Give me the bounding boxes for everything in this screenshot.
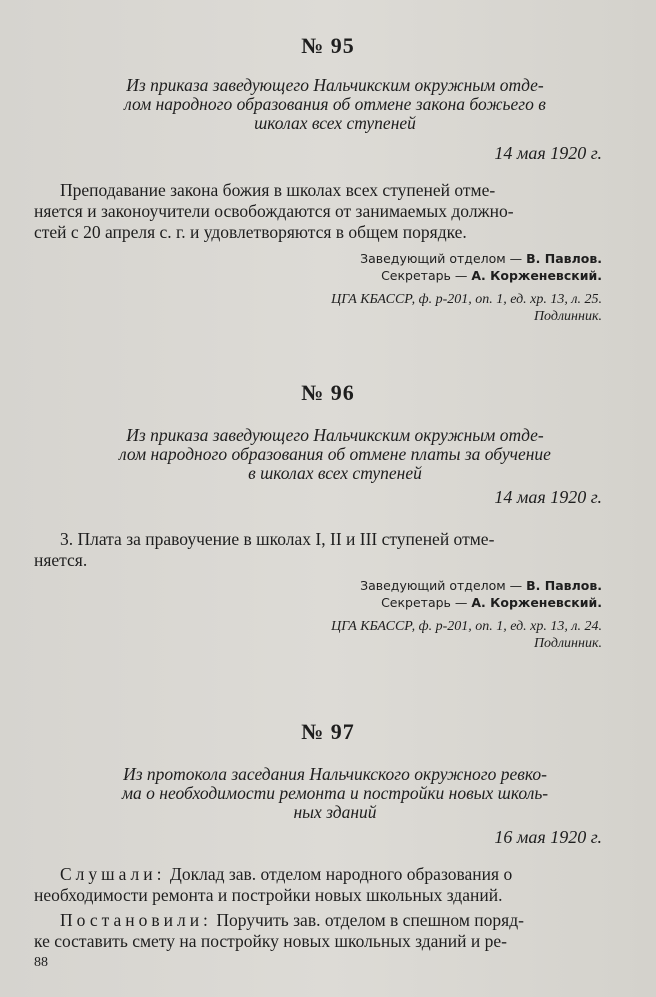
- body-line: ке составить смету на постройку новых школьных зданий и ре-: [34, 931, 507, 951]
- signature-line: Заведующий отделом — В. Павлов.: [360, 251, 602, 266]
- doc-date-95: 14 мая 1920 г.: [494, 143, 602, 163]
- body-line: няется и законоучители освобождаются от занимаемых должно-: [34, 201, 514, 221]
- heading-line: ма о необходимости ремонта и постройки новых школь-: [121, 783, 549, 803]
- doc-number-97: № 97: [301, 719, 355, 744]
- heard-text: Доклад зав. отделом народного образования о: [169, 864, 513, 884]
- archive-reference: ЦГА КБАССР, ф. р-201, оп. 1, ед. хр. 13, л. 25.: [331, 292, 602, 307]
- doc-signatures-95: [360, 250, 602, 284]
- body-line: необходимости ремонта и постройки новых школьных зданий.: [34, 885, 503, 905]
- doc-number-96: № 96: [301, 380, 355, 405]
- doc-heading-95: [60, 76, 610, 133]
- doc-body-95: [34, 180, 602, 243]
- heading-line: лом народного образования об отмене закона божьего в: [124, 94, 546, 114]
- doc-date-96: 14 мая 1920 г.: [494, 487, 602, 507]
- original-note: Подлинник.: [533, 309, 602, 324]
- doc-number-95: № 95: [301, 33, 355, 58]
- decided-label: Постановили:: [60, 910, 212, 930]
- heading-line: лом народного образования об отмене платы за обучение: [119, 444, 551, 464]
- heading-line: ных зданий: [293, 802, 377, 822]
- doc-source-95: [331, 291, 602, 325]
- body-line: няется.: [34, 550, 88, 570]
- heard-label: Слушали:: [60, 864, 166, 884]
- doc-body-97: [34, 864, 602, 952]
- signature-line: Секретарь — А. Корженевский.: [381, 595, 602, 610]
- heading-line: школах всех ступеней: [254, 113, 416, 133]
- doc-date-97: 16 мая 1920 г.: [494, 827, 602, 847]
- heading-line: в школах всех ступеней: [248, 463, 422, 483]
- body-line: стей с 20 апреля с. г. и удовлетворяются в общем порядке.: [34, 222, 467, 242]
- doc-signatures-96: [360, 577, 602, 611]
- heading-line: Из приказа заведующего Нальчикским окружным отде-: [126, 425, 544, 445]
- signature-line: Секретарь — А. Корженевский.: [381, 268, 602, 283]
- original-note: Подлинник.: [533, 636, 602, 651]
- page-number: 88: [34, 955, 48, 970]
- signature-line: Заведующий отделом — В. Павлов.: [360, 578, 602, 593]
- archive-reference: ЦГА КБАССР, ф. р-201, оп. 1, ед. хр. 13, л. 24.: [331, 619, 602, 634]
- heading-line: Из приказа заведующего Нальчикским окружным отде-: [126, 75, 544, 95]
- heading-line: Из протокола заседания Нальчикского окружного ревко-: [123, 764, 547, 784]
- body-line: 3. Плата за правоучение в школах I, II и III ступеней отме-: [60, 529, 495, 549]
- body-line: Преподавание закона божия в школах всех ступеней отме-: [60, 180, 496, 200]
- doc-body-96: [34, 529, 602, 571]
- doc-heading-97: [60, 765, 610, 822]
- decided-text: Поручить зав. отделом в спешном поряд-: [216, 910, 524, 930]
- body-line: [34, 910, 602, 931]
- doc-source-96: [331, 618, 602, 652]
- body-line: [34, 864, 602, 885]
- doc-heading-96: [60, 426, 610, 483]
